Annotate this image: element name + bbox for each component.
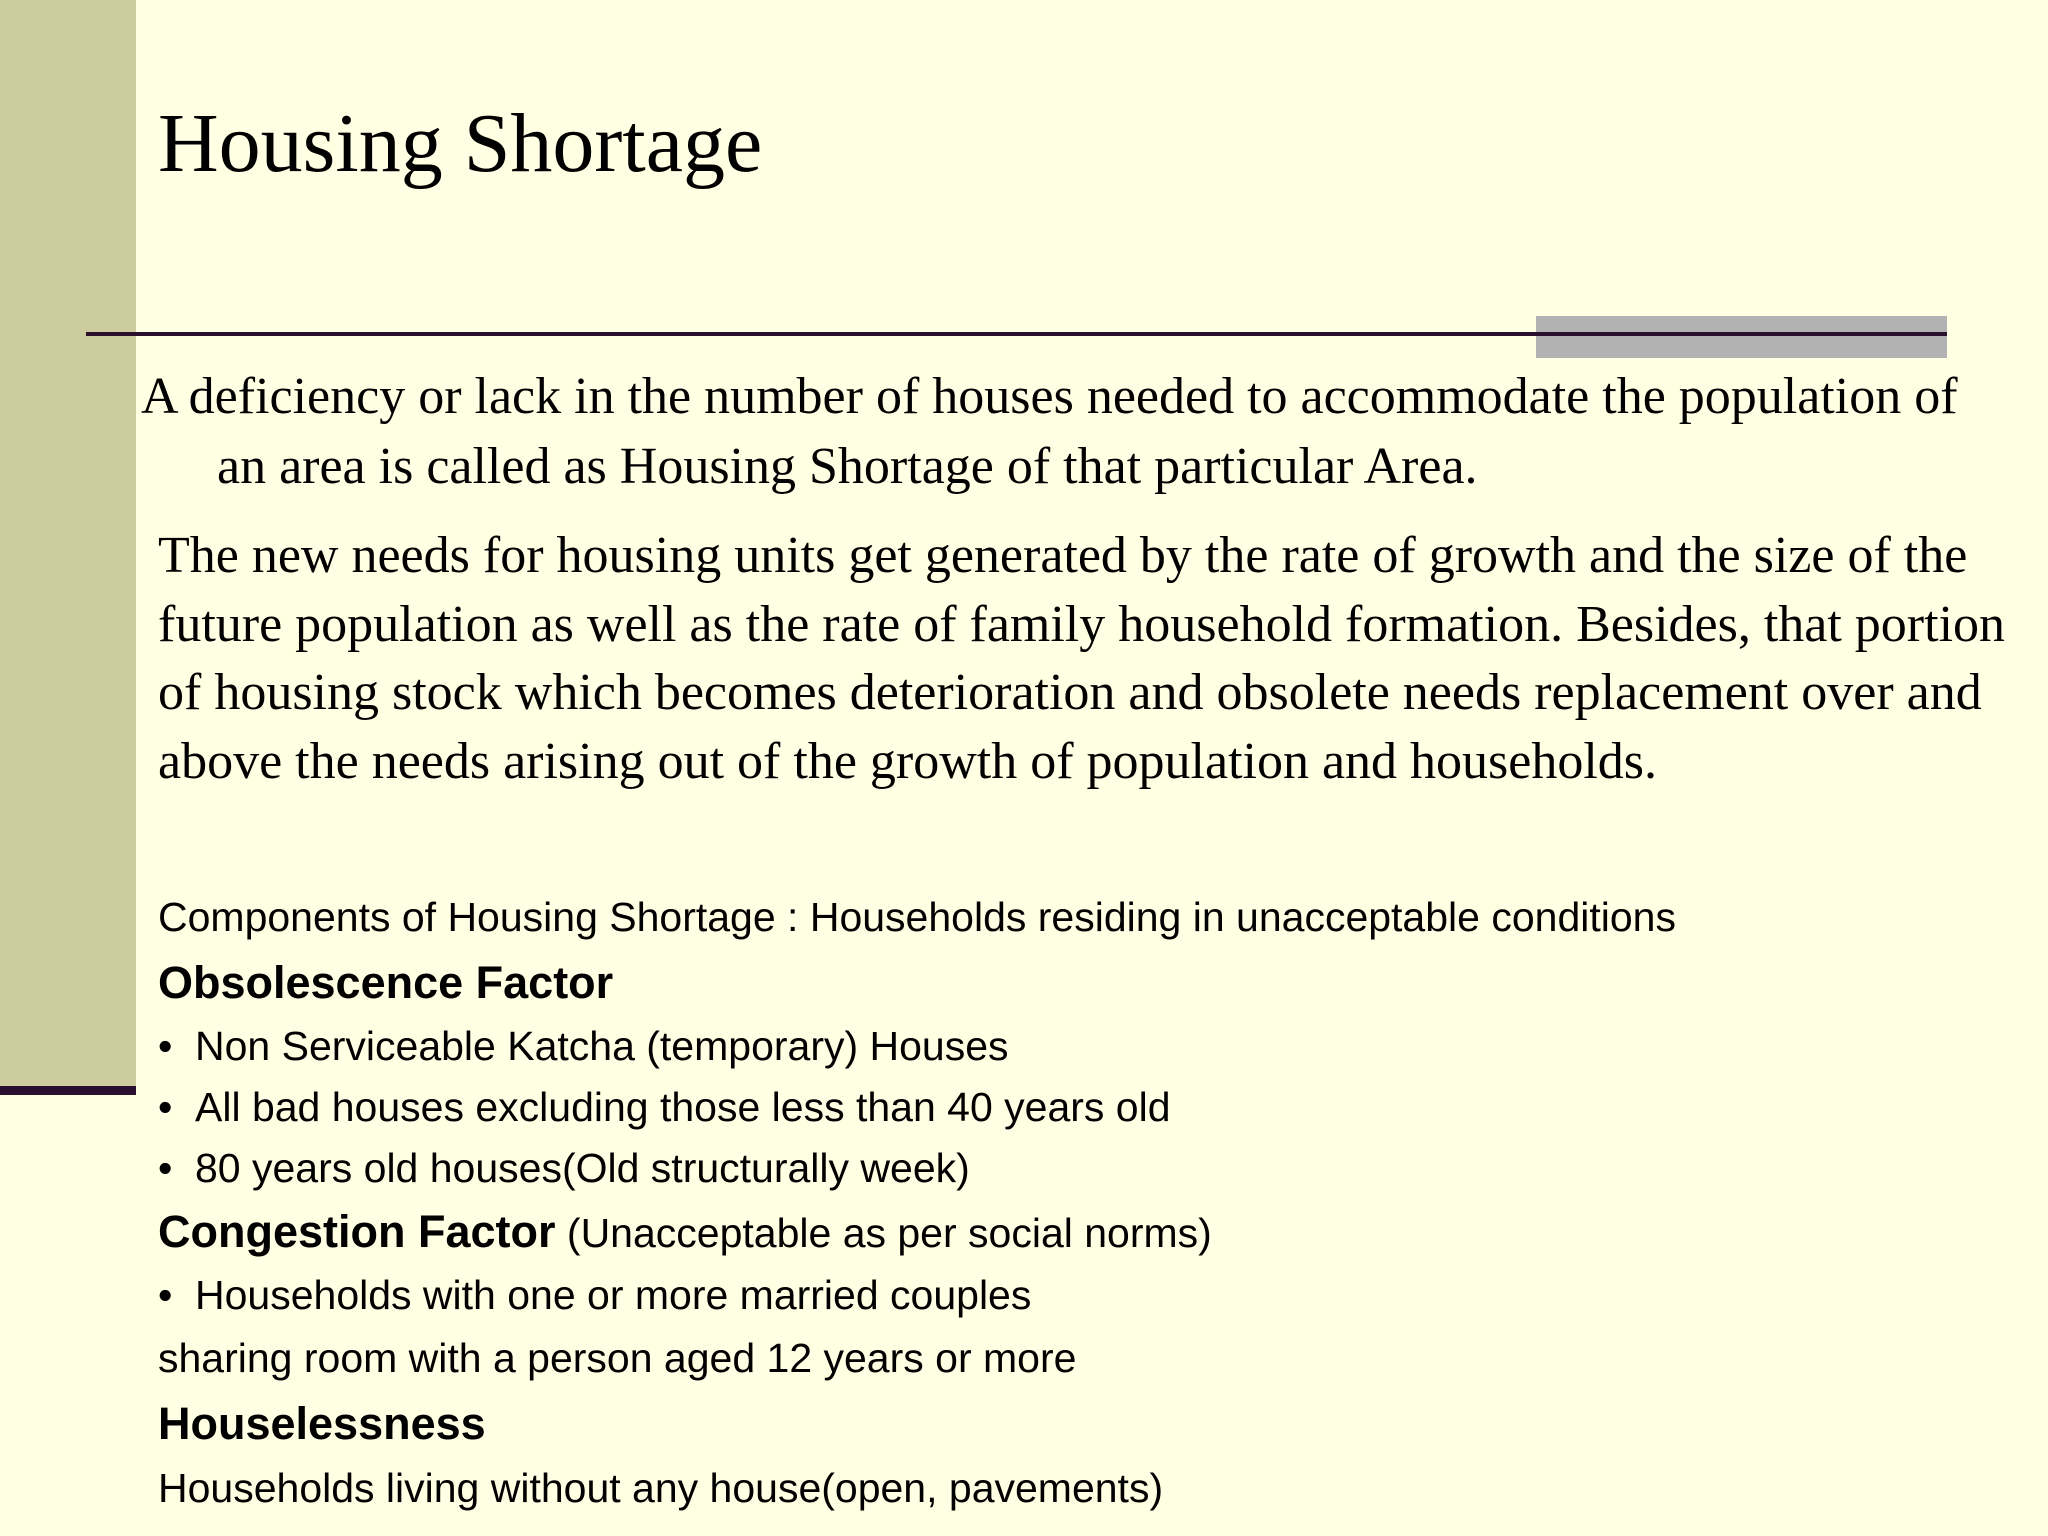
growth-paragraph: The new needs for housing units get generated by the rate of growth and the size of the future population as well as the rate of family household formation. Besides, that portion of housing stock which becomes deterioration and obsolete needs replacement over and above the needs arising out of the growth of population and households.	[158, 527, 2006, 790]
houselessness-heading: Houselessness	[158, 1398, 486, 1449]
bullet-icon: •	[158, 1023, 173, 1069]
obsolescence-heading: Obsolescence Factor	[158, 957, 614, 1008]
components-intro: Components of Housing Shortage : Households residing in unacceptable conditions	[158, 894, 1676, 940]
list-item-text: All bad houses excluding those less than 40 years old	[195, 1084, 1171, 1130]
bullet-icon: •	[158, 1084, 173, 1130]
congestion-note: (Unacceptable as per social norms)	[566, 1210, 1212, 1256]
list-item	[158, 1016, 2018, 1077]
left-decorative-band	[0, 0, 136, 1086]
congestion-heading: Congestion Factor	[158, 1206, 556, 1257]
left-band-rule	[0, 1086, 136, 1095]
definition-text: A deficiency or lack in the number of houses needed to accommodate the population of an area is called as Housing Shortage of that particular Area.	[141, 368, 1958, 495]
congestion-continuation: sharing room with a person aged 12 years or more	[158, 1335, 1077, 1381]
title-rule-accent	[1536, 316, 1947, 358]
list-item	[158, 1138, 2018, 1199]
bullet-icon: •	[158, 1145, 173, 1191]
list-item-text: Households with one or more married couples	[195, 1272, 1032, 1318]
list-item-text: Non Serviceable Katcha (temporary) Houses	[195, 1023, 1009, 1069]
slide-title: Housing Shortage	[158, 97, 763, 190]
list-item-text: 80 years old houses(Old structurally week)	[195, 1145, 970, 1191]
bullet-icon: •	[158, 1272, 173, 1318]
title-rule-accent-line	[1536, 332, 1947, 336]
list-item	[158, 1265, 2018, 1326]
congestion-row	[158, 1199, 2018, 1265]
houselessness-text: Households living without any house(open, pavements)	[158, 1465, 1164, 1511]
components-section	[158, 885, 2018, 1519]
list-item	[158, 1077, 2018, 1138]
